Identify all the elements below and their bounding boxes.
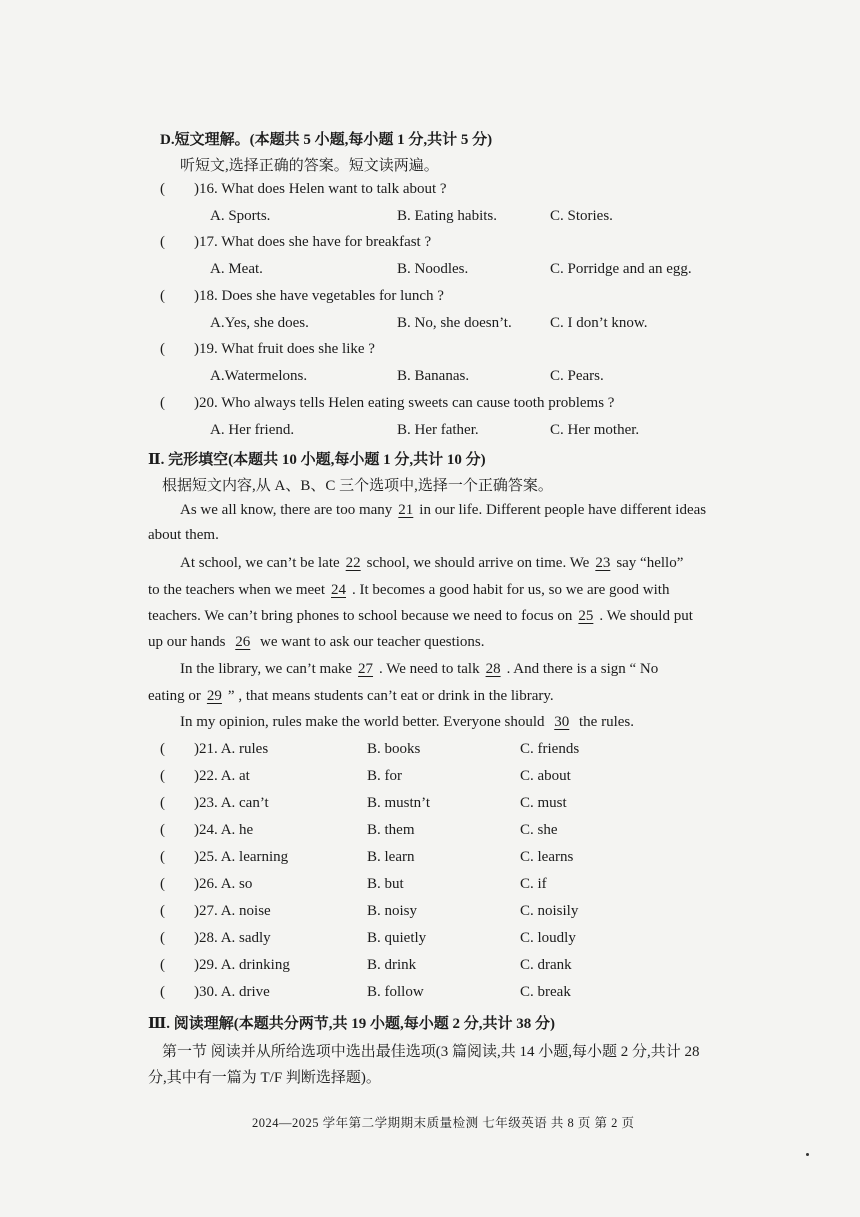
question-number: 29. — [199, 957, 218, 973]
passage-line: up our hands 26 we want to ask our teacher questions. — [148, 634, 485, 650]
paren-close: ) — [194, 288, 199, 304]
option-a: A. Sports. — [210, 208, 271, 224]
question-number: 22. — [199, 768, 218, 784]
passage-line: teachers. We can’t bring phones to school because we need to focus on 25 . We should put — [148, 608, 693, 624]
option-b: B. mustn’t — [367, 795, 431, 811]
option-c: C. noisily — [520, 903, 579, 919]
option-b: B. Noodles. — [397, 261, 469, 277]
option-b: B. learn — [367, 849, 415, 865]
option-c: C. Stories. — [550, 208, 613, 224]
option-a: A.Watermelons. — [210, 368, 308, 384]
answer-paren[interactable]: ( — [160, 234, 165, 250]
option-c: C. must — [520, 795, 567, 811]
option-a: A. so — [220, 876, 253, 892]
option-a: A. noise — [220, 903, 271, 919]
question-number: 21. — [199, 741, 218, 757]
option-a: A. at — [220, 768, 250, 784]
paren-close: ) — [194, 876, 199, 892]
passage-line: eating or 29 ” , that means students can’t eat or drink in the library. — [148, 688, 554, 704]
scan-speck — [806, 1153, 809, 1156]
paren-close: ) — [194, 741, 199, 757]
question-number: 26. — [199, 876, 218, 892]
option-b: B. Bananas. — [397, 368, 470, 384]
option-b: B. follow — [367, 984, 424, 1000]
passage-line: In the library, we can’t make 27 . We need to talk 28 . And there is a sign “ No — [180, 661, 659, 677]
option-c: C. learns — [520, 849, 574, 865]
answer-paren[interactable]: ( — [160, 795, 165, 811]
question-number: 23. — [199, 795, 218, 811]
option-a: A. rules — [220, 741, 269, 757]
blank-30[interactable]: 30 — [554, 714, 570, 730]
option-b: B. No, she doesn’t. — [397, 315, 512, 331]
option-c: C. about — [520, 768, 571, 784]
option-b: B. Eating habits. — [397, 208, 497, 224]
answer-paren[interactable]: ( — [160, 876, 165, 892]
option-c: C. break — [520, 984, 571, 1000]
blank-22[interactable]: 22 — [345, 555, 361, 571]
cloze-question-row — [160, 822, 253, 839]
blank-23[interactable]: 23 — [595, 555, 611, 571]
section-3-part1-line1: 第一节 阅读并从所给选项中选出最佳选项(3 篇阅读,共 14 小题,每小题 2 分,共计 28 — [162, 1044, 700, 1060]
option-c: C. I don’t know. — [550, 315, 648, 331]
option-a: A. he — [220, 822, 254, 838]
blank-27[interactable]: 27 — [358, 661, 374, 677]
paren-close: ) — [194, 903, 199, 919]
question-stem-row — [160, 234, 431, 251]
paren-close: ) — [194, 984, 199, 1000]
option-c: C. loudly — [520, 930, 576, 946]
question-number: 24. — [199, 822, 218, 838]
option-a: A. sadly — [220, 930, 271, 946]
question-number: 25. — [199, 849, 218, 865]
cloze-question-row — [160, 957, 290, 974]
question-stem-row — [160, 341, 375, 358]
section-d-title: D.短文理解。(本题共 5 小题,每小题 1 分,共计 5 分) — [160, 132, 493, 148]
question-stem-row — [160, 181, 447, 198]
paren-close: ) — [194, 795, 199, 811]
paren-close: ) — [194, 181, 199, 197]
option-a: A.Yes, she does. — [210, 315, 309, 331]
passage-line: At school, we can’t be late 22 school, we should arrive on time. We 23 say “hello” — [180, 555, 684, 571]
question-stem: 20. Who always tells Helen eating sweets can cause tooth problems ? — [199, 395, 615, 411]
option-b: B. noisy — [367, 903, 418, 919]
cloze-question-row — [160, 741, 268, 758]
cloze-question-row — [160, 930, 271, 947]
question-number: 30. — [199, 984, 218, 1000]
paren-close: ) — [194, 822, 199, 838]
option-c: C. if — [520, 876, 547, 892]
cloze-question-row — [160, 876, 252, 893]
section-3-part1-line2: 分,其中有一篇为 T/F 判断选择题)。 — [148, 1070, 381, 1086]
option-a: A. can’t — [220, 795, 269, 811]
paren-close: ) — [194, 849, 199, 865]
blank-21[interactable]: 21 — [398, 502, 414, 518]
cloze-question-row — [160, 903, 271, 920]
paren-close: ) — [194, 930, 199, 946]
answer-paren[interactable]: ( — [160, 903, 165, 919]
section-2-title: Ⅱ. 完形填空(本题共 10 小题,每小题 1 分,共计 10 分) — [148, 452, 486, 468]
option-c: C. she — [520, 822, 558, 838]
question-stem-row — [160, 288, 444, 305]
passage-line: about them. — [148, 527, 219, 543]
option-b: B. them — [367, 822, 415, 838]
passage-line: As we all know, there are too many 21 in our life. Different people have different ideas — [180, 502, 707, 518]
answer-paren[interactable]: ( — [160, 984, 165, 1000]
option-c: C. Porridge and an egg. — [550, 261, 692, 277]
blank-24[interactable]: 24 — [331, 582, 347, 598]
paren-close: ) — [194, 341, 199, 357]
option-a: A. Meat. — [210, 261, 263, 277]
blank-29[interactable]: 29 — [206, 688, 222, 704]
question-stem: 19. What fruit does she like ? — [199, 341, 375, 357]
paren-close: ) — [194, 768, 199, 784]
paren-close: ) — [194, 957, 199, 973]
answer-paren[interactable]: ( — [160, 741, 165, 757]
option-a: A. drive — [220, 984, 270, 1000]
question-stem-row — [160, 395, 614, 412]
option-c: C. drank — [520, 957, 572, 973]
cloze-question-row — [160, 849, 288, 866]
section-2-instruction: 根据短文内容,从 A、B、C 三个选项中,选择一个正确答案。 — [162, 478, 553, 494]
answer-paren[interactable]: ( — [160, 768, 165, 784]
paren-close: ) — [194, 395, 199, 411]
answer-paren[interactable]: ( — [160, 930, 165, 946]
option-a: A. Her friend. — [210, 422, 295, 438]
option-c: C. Pears. — [550, 368, 604, 384]
question-stem: 16. What does Helen want to talk about ? — [199, 181, 447, 197]
answer-paren[interactable]: ( — [160, 395, 165, 411]
question-number: 27. — [199, 903, 218, 919]
cloze-question-row — [160, 984, 270, 1001]
blank-25[interactable]: 25 — [578, 608, 594, 624]
section-3-title: Ⅲ. 阅读理解(本题共分两节,共 19 小题,每小题 2 分,共计 38 分) — [148, 1016, 556, 1032]
section-d-instruction: 听短文,选择正确的答案。短文读两遍。 — [180, 158, 439, 174]
cloze-question-row — [160, 768, 250, 785]
option-b: B. but — [367, 876, 404, 892]
option-c: C. Her mother. — [550, 422, 640, 438]
blank-28[interactable]: 28 — [485, 661, 501, 677]
question-stem: 18. Does she have vegetables for lunch ? — [199, 288, 444, 304]
blank-26[interactable]: 26 — [235, 634, 251, 650]
answer-paren[interactable]: ( — [160, 341, 165, 357]
option-a: A. drinking — [220, 957, 290, 973]
option-b: B. drink — [367, 957, 417, 973]
answer-paren[interactable]: ( — [160, 822, 165, 838]
question-stem: 17. What does she have for breakfast ? — [199, 234, 432, 250]
passage-line: In my opinion, rules make the world better. Everyone should 30 the rules. — [180, 714, 634, 730]
page-footer: 2024—2025 学年第二学期期末质量检测 七年级英语 共 8 页 第 2 页 — [252, 1116, 635, 1130]
option-b: B. for — [367, 768, 402, 784]
answer-paren[interactable]: ( — [160, 288, 165, 304]
option-b: B. quietly — [367, 930, 427, 946]
option-b: B. books — [367, 741, 421, 757]
cloze-question-row — [160, 795, 269, 812]
answer-paren[interactable]: ( — [160, 181, 165, 197]
question-number: 28. — [199, 930, 218, 946]
option-c: C. friends — [520, 741, 580, 757]
option-b: B. Her father. — [397, 422, 479, 438]
option-a: A. learning — [220, 849, 289, 865]
answer-paren[interactable]: ( — [160, 957, 165, 973]
passage-line: to the teachers when we meet 24 . It becomes a good habit for us, so we are good with — [148, 582, 670, 598]
answer-paren[interactable]: ( — [160, 849, 165, 865]
paren-close: ) — [194, 234, 199, 250]
